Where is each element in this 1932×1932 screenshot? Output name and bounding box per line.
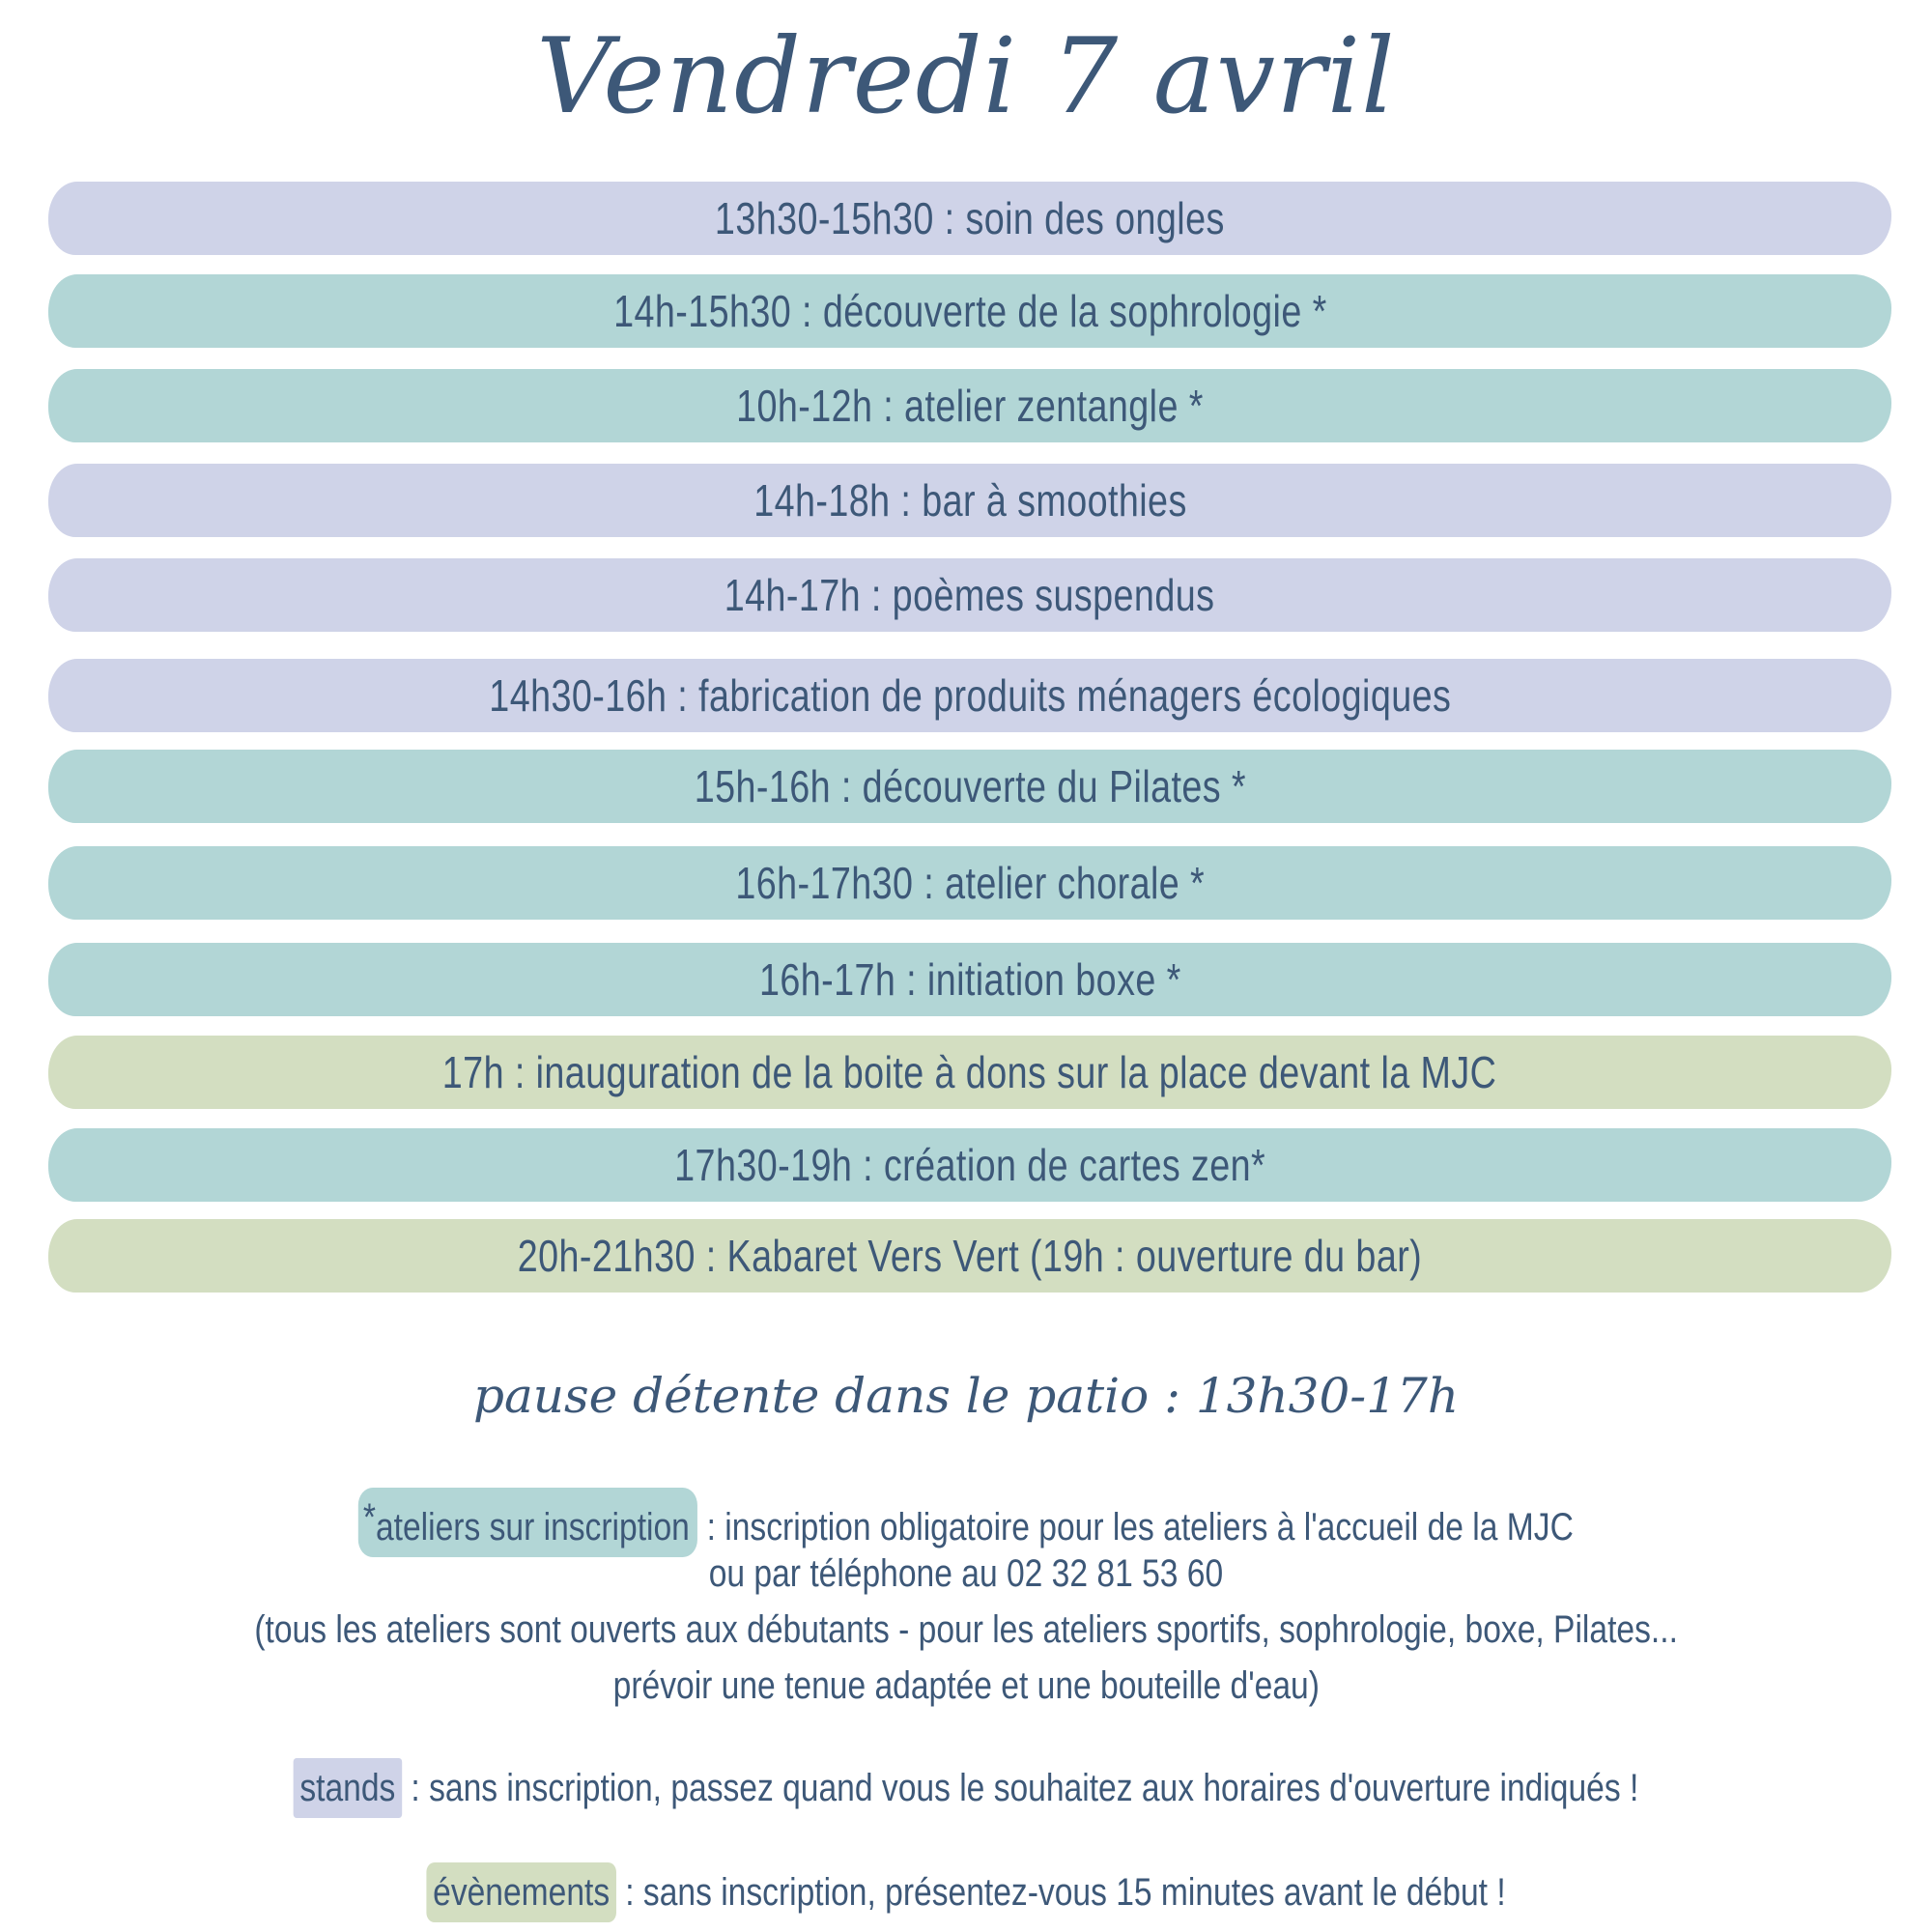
stands-tag: stands	[294, 1758, 402, 1818]
schedule-item-text: 14h-15h30 : découverte de la sophrologie *	[612, 286, 1327, 336]
schedule-item	[48, 1036, 1891, 1109]
evenements-text: : sans inscription, présentez-vous 15 minutes avant le début !	[615, 1871, 1506, 1914]
legend-ateliers-line4	[0, 1658, 1932, 1714]
schedule-item	[48, 846, 1891, 920]
schedule-item-text: 16h-17h30 : atelier chorale *	[735, 858, 1205, 908]
schedule-item	[48, 369, 1891, 442]
schedule-item-text: 14h-18h : bar à smoothies	[753, 475, 1187, 526]
schedule-item	[48, 182, 1891, 255]
legend-evenements	[0, 1862, 1932, 1922]
schedule-item-text: 17h : inauguration de la boite à dons sur la place devant la MJC	[442, 1047, 1497, 1097]
schedule-item	[48, 274, 1891, 348]
legend-ateliers-line3	[0, 1602, 1932, 1658]
schedule-item	[48, 1219, 1891, 1293]
pause-detente: pause détente dans le patio : 13h30-17h	[472, 1368, 1460, 1424]
legend-stands	[0, 1758, 1932, 1818]
schedule-item	[48, 464, 1891, 537]
ateliers-tag-label: ateliers sur inscription	[376, 1506, 691, 1548]
schedule-item-text: 10h-12h : atelier zentangle *	[736, 381, 1204, 431]
schedule-item	[48, 659, 1891, 732]
schedule-item-text: 15h-16h : découverte du Pilates *	[694, 761, 1246, 811]
evenements-tag: évènements	[426, 1862, 615, 1922]
schedule-item-text: 13h30-15h30 : soin des ongles	[715, 193, 1225, 243]
asterisk: *	[363, 1496, 377, 1539]
schedule-item-text: 14h-17h : poèmes suspendus	[724, 570, 1215, 620]
schedule-item-text: 16h-17h : initiation boxe *	[758, 954, 1181, 1005]
schedule-item-text: 20h-21h30 : Kabaret Vers Vert (19h : ouverture du bar)	[517, 1231, 1423, 1281]
legend-ateliers-line2	[0, 1546, 1932, 1602]
schedule-item-text: 17h30-19h : création de cartes zen*	[674, 1140, 1265, 1190]
schedule-item	[48, 1128, 1891, 1202]
ateliers-phone: ou par téléphone au 02 32 81 53 60	[708, 1552, 1224, 1595]
ateliers-line1: : inscription obligatoire pour les ateliers à l'accueil de la MJC	[697, 1506, 1575, 1548]
ateliers-note: (tous les ateliers sont ouverts aux débutants - pour les ateliers sportifs, sophrologie, boxe, Pilates...	[254, 1608, 1678, 1651]
schedule-item-text: 14h30-16h : fabrication de produits ménagers écologiques	[489, 670, 1451, 721]
page-title: Vendredi 7 avril	[536, 16, 1396, 137]
stands-text: : sans inscription, passez quand vous le souhaitez aux horaires d'ouverture indiqués !	[402, 1767, 1639, 1809]
schedule-item	[48, 750, 1891, 823]
ateliers-note-2: prévoir une tenue adaptée et une bouteille d'eau)	[612, 1664, 1320, 1707]
schedule-item	[48, 558, 1891, 632]
schedule-item	[48, 943, 1891, 1016]
